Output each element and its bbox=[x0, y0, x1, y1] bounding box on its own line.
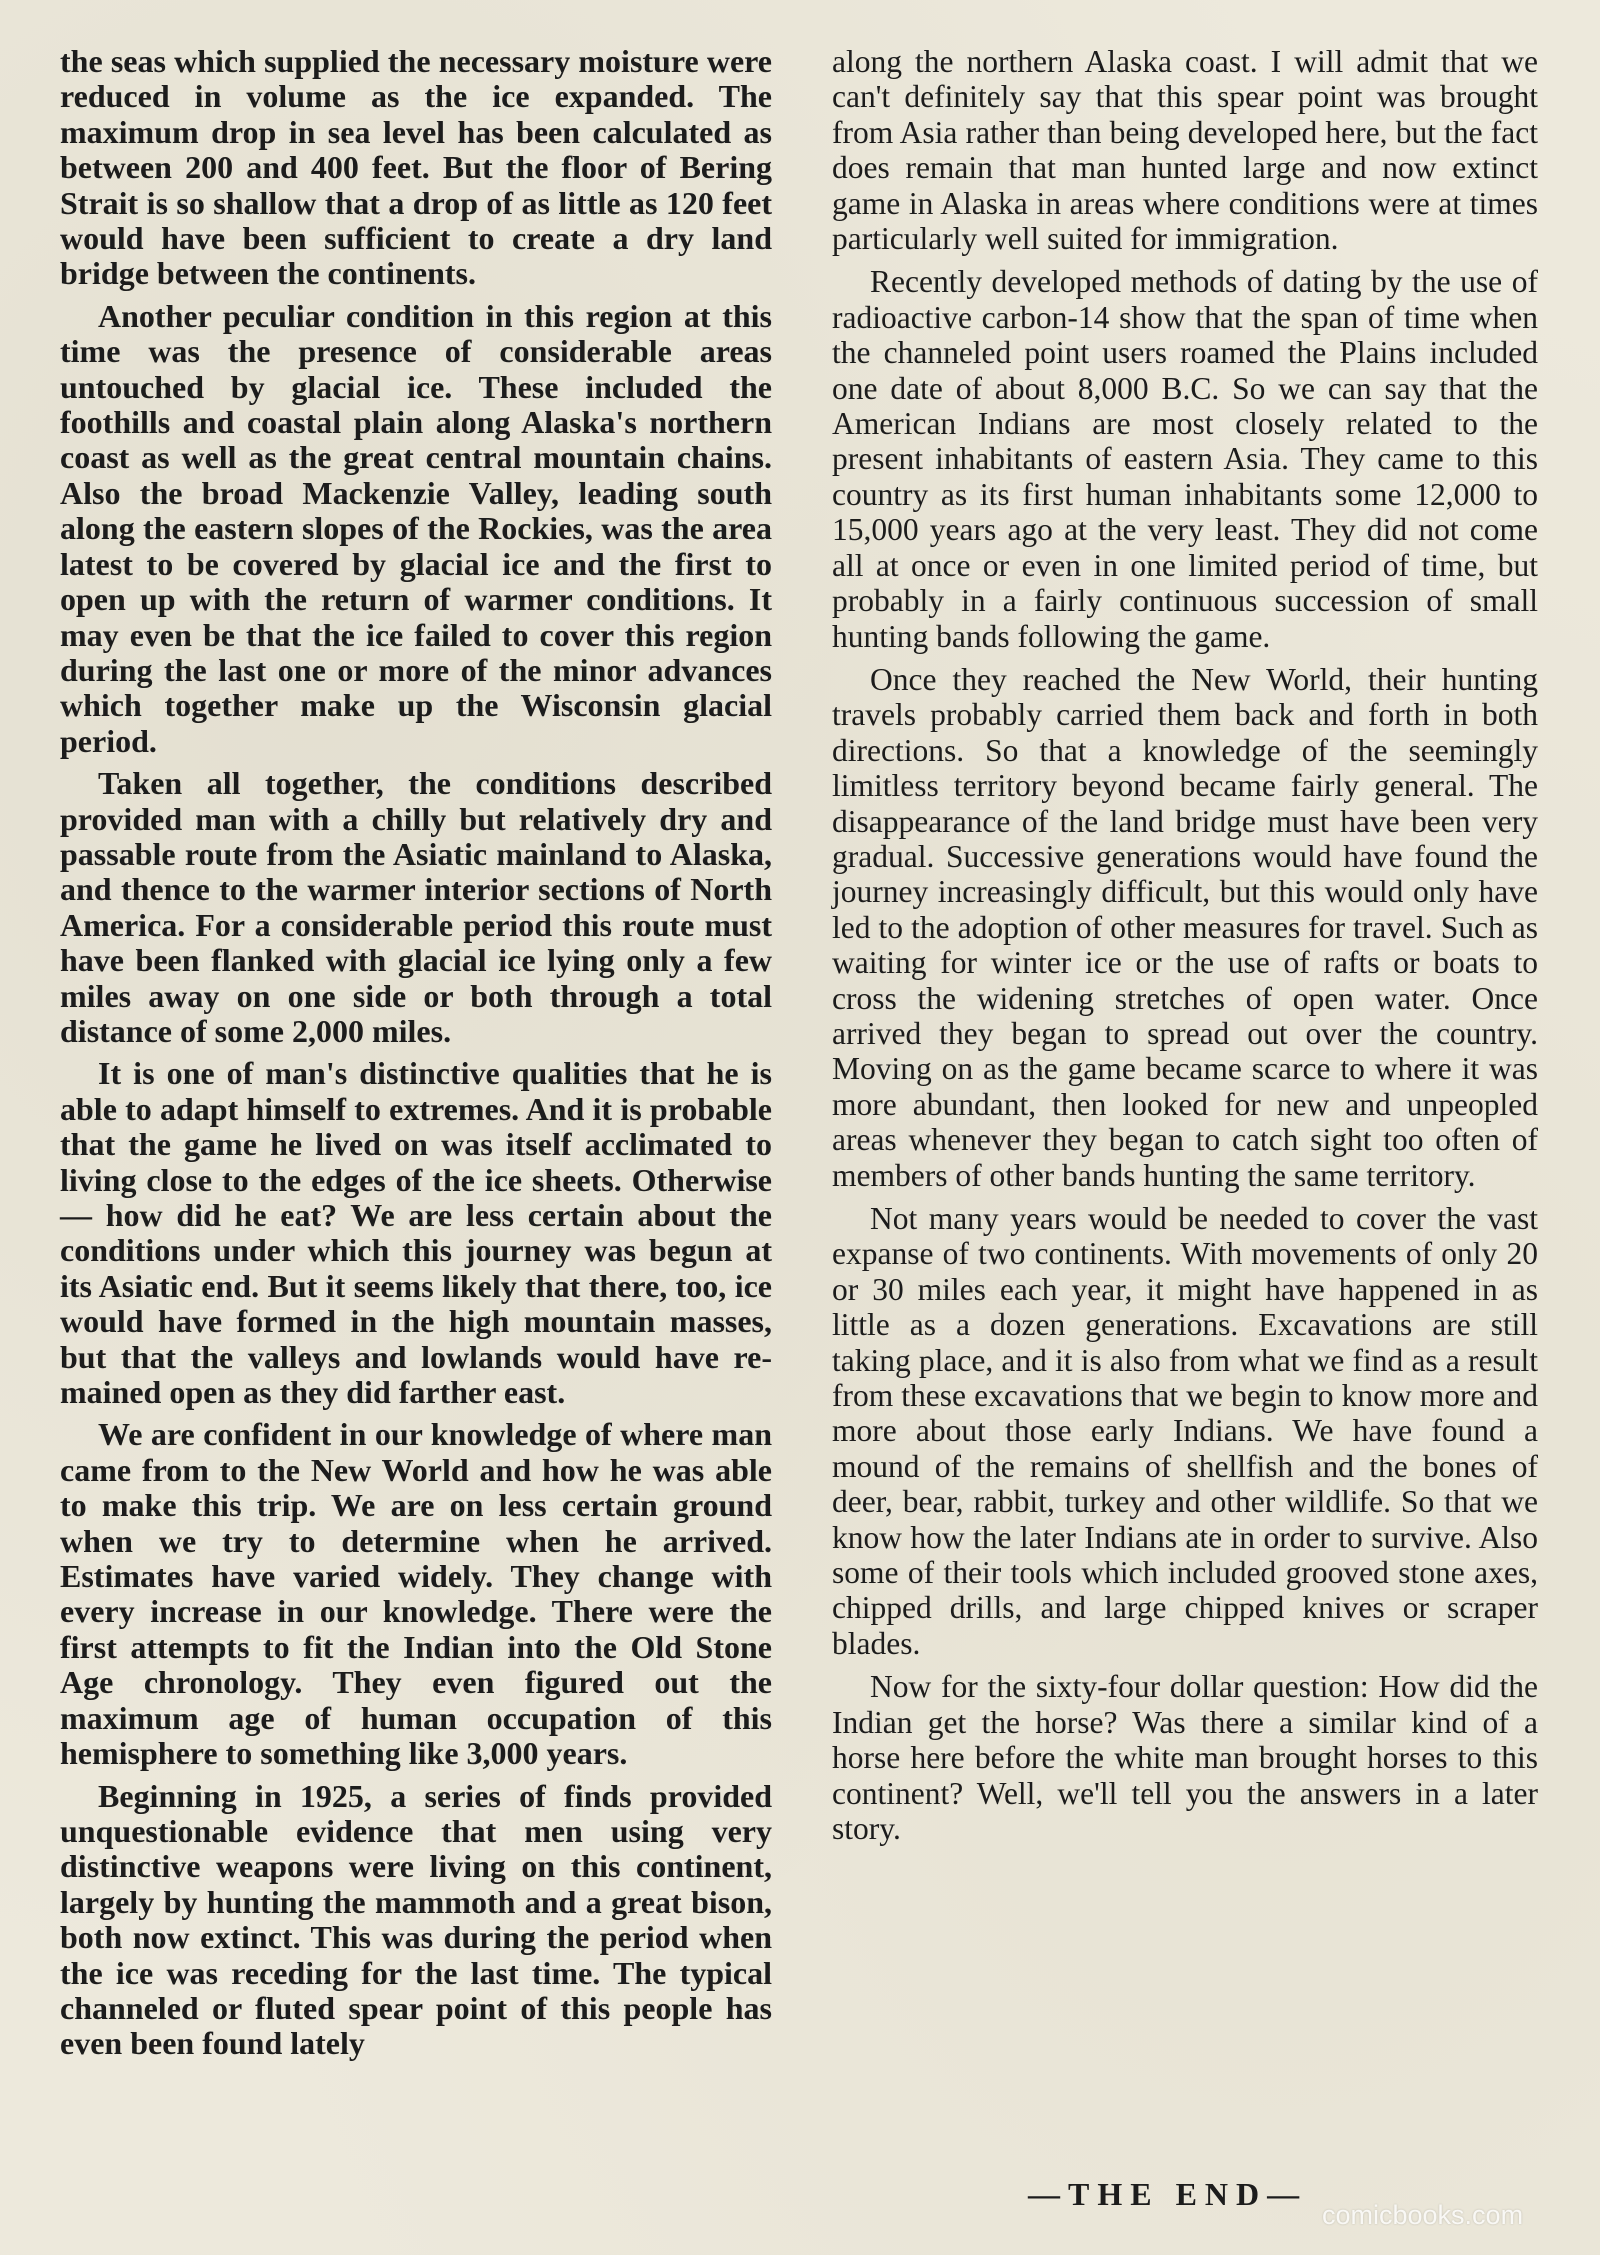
left-text-column bbox=[60, 44, 772, 2069]
right-text-column bbox=[832, 44, 1538, 1854]
paragraph: It is one of man's distinctive qualities that he is able to adapt himself to extremes. And it is probable that the game he lived on was itself acclimated to living close to the edges of the ice sheets. Otherwise — how did he eat? We are less certain about the conditions under which this journey was begun at its Asiatic end. But it seems likely that there, too, ice would have formed in the high mountain masses, but that the valleys and lowlands would have remained open as they did farther east. bbox=[60, 1055, 772, 1411]
paragraph: Not many years would be needed to cover the vast expanse of two continents. With movements of only 20 or 30 miles each year, it might have happened in as little as a dozen generations. Excavations are still taking place, and it is also from what we find as a result from these excavations that we begin to know more and more about those early Indians. We have found a mound of the remains of shellfish and the bones of deer, bear, rabbit, turkey and other wildlife. So that we know how the later Indians ate in order to survive. Also some of their tools which included grooved stone axes, chipped drills, and large chipped knives or scraper blades. bbox=[832, 1201, 1538, 1661]
paragraph: Another peculiar condition in this region at this time was the presence of considerable areas untouched by glacial ice. These included the foothills and coastal plain along Alaska's northern coast as well as the great central mountain chains. Also the broad Mackenzie Valley, leading south along the eastern slopes of the Rockies, was the area latest to be covered by glacial ice and the first to open up with the return of warmer conditions. It may even be that the ice failed to cover this region during the last one or more of the minor advances which together make up the Wisconsin glacial period. bbox=[60, 297, 772, 759]
paragraph: Now for the sixty-four dollar question: How did the Indian get the horse? Was there a similar kind of a horse here before the white man brought horses to this continent? Well, we'll tell you the answers in a later story. bbox=[832, 1669, 1538, 1846]
watermark: comicbooks.com bbox=[1322, 2200, 1524, 2230]
paragraph: the seas which supplied the necessary moisture were reduced in volume as the ice expanded. The maximum drop in sea level has been calculated as between 200 and 400 feet. But the floor of Bering Strait is so shallow that a drop of as little as 120 feet would have been sufficient to create a dry land bridge between the continents. bbox=[60, 43, 772, 292]
paragraph: We are confident in our knowledge of where man came from to the New World and how he was able to make this trip. We are on less certain ground when we try to determine when he arrived. Estimates have varied widely. They change with every increase in our knowledge. There were the first attempts to fit the Indian into the Old Stone Age chronology. They even figured out the maximum age of human occupation of this hemisphere to something like 3,000 years. bbox=[60, 1416, 772, 1772]
paragraph: Taken all together, the conditions described provided man with a chilly but relatively dry and passable route from the Asiatic mainland to Alaska, and thence to the warmer interior sections of North America. For a considerable period this route must have been flanked with glacial ice lying only a few miles away on one side or both through a total distance of some 2,000 miles. bbox=[60, 765, 772, 1049]
paragraph: Once they reached the New World, their hunting travels probably carried them back and forth in both directions. So that a knowledge of the seemingly limitless territory beyond became fairly general. The disappearance of the land bridge must have been very gradual. Successive generations would have found the journey increasingly difficult, but this would only have led to the adoption of other measures for travel. Such as waiting for winter ice or the use of rafts or boats to cross the widening stretches of open water. Once arrived they began to spread out over the country. Moving on as the game became scarce to where it was more abundant, then looked for new and unpeopled areas whenever they began to catch sight too often of members of other bands hunting the same territory. bbox=[832, 661, 1538, 1193]
paragraph: along the northern Alaska coast. I will admit that we can't definitely say that this spear point was brought from Asia rather than being developed here, but the fact does remain that man hunted large and now extinct game in Alaska in areas where conditions were at times particularly well suited for immigration. bbox=[832, 44, 1538, 257]
the-end-label: —THE END— bbox=[1028, 2176, 1308, 2212]
paragraph: Beginning in 1925, a series of finds provided unquestionable evidence that men using very distinctive weapons were living on this continent, largely by hunting the mammoth and a great bison, both now extinct. This was during the period when the ice was receding for the last time. The typical channeled or fluted spear point of this people has even been found lately bbox=[60, 1777, 772, 2062]
paragraph: Recently developed methods of dating by the use of radioactive carbon-14 show that the span of time when the channeled point users roamed the Plains included one date of about 8,000 B.C. So we can say that the American Indians are most closely related to the present inhabitants of eastern Asia. They came to this country as its first human inhabitants some 12,000 to 15,000 years ago at the very least. They did not come all at once or even in one limited period of time, but probably in a fairly continuous succession of small hunting bands following the game. bbox=[832, 264, 1538, 654]
